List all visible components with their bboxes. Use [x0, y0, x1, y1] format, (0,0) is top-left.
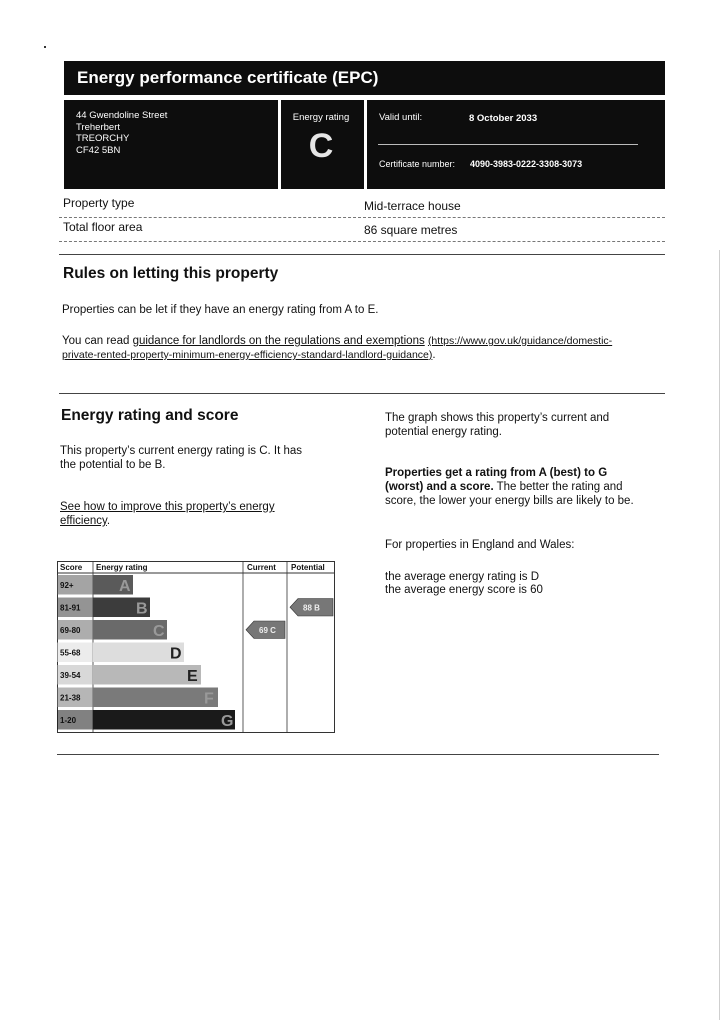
certificate-info-bar [64, 100, 665, 189]
certificate-number-value: 4090-3983-0222-3308-3073 [470, 159, 583, 169]
rating-scale-explanation [385, 466, 670, 508]
valid-until-label: Valid until: [379, 112, 423, 123]
chart-column-header: Score [60, 563, 83, 572]
chart-column-header: Current [247, 563, 276, 572]
band-bar-f [93, 688, 218, 708]
floor-area-value: 86 square metres [364, 223, 458, 237]
improve-end: . [106, 515, 111, 527]
graph-explanation-line: potential energy rating. [385, 426, 502, 438]
improve-efficiency-link[interactable]: efficiency [60, 515, 107, 527]
section-divider [57, 754, 659, 755]
energy-rating-value: C [308, 127, 334, 165]
average-rating-text: the average energy rating is D [385, 571, 540, 583]
floor-area-label: Total floor area [63, 220, 143, 234]
band-letter: G [221, 713, 234, 730]
rating-scale-text: score, the lower your energy bills are likely to be. [385, 495, 634, 507]
band-bar-g [93, 710, 235, 730]
section-divider [59, 393, 665, 394]
rating-scale-bold: (worst) and a score. [385, 481, 494, 493]
graph-explanation [385, 411, 665, 439]
band-score-range: 92+ [60, 581, 74, 590]
info-divider [378, 144, 638, 145]
rating-scale-text: The better the rating and [493, 481, 623, 493]
guidance-end: . [432, 349, 436, 361]
certificate-number-label: Certificate number: [379, 159, 456, 169]
chart-column-header: Energy rating [96, 563, 148, 572]
potential-rating-arrow-label: 88 B [303, 603, 320, 613]
certificate-title: Energy performance certificate (EPC) [64, 61, 665, 95]
landlord-guidance-link[interactable]: guidance for landlords on the regulations and exemptions [132, 335, 425, 347]
current-rating-line: the potential to be B. [60, 459, 166, 471]
band-score-range: 81-91 [60, 603, 81, 613]
band-bar-e [93, 665, 201, 685]
band-letter: B [136, 600, 148, 618]
scan-speck [44, 46, 46, 48]
graph-explanation-line: The graph shows this property’s current and [385, 412, 610, 424]
energy-rating-chart [57, 561, 335, 733]
address-line: 44 Gwendoline Street [76, 110, 168, 121]
address-line: TREORCHY [76, 133, 130, 144]
row-divider [59, 241, 665, 242]
band-score-range: 55-68 [60, 648, 81, 658]
info-separator [364, 100, 367, 189]
row-divider [59, 217, 665, 218]
improve-efficiency [60, 500, 350, 528]
band-score-range: 69-80 [60, 626, 81, 635]
property-type-label: Property type [63, 196, 135, 210]
band-letter: A [119, 578, 131, 595]
chart-column-header: Potential [291, 563, 325, 572]
rating-scale-bold: Properties get a rating from A (best) to G [385, 467, 608, 479]
landlord-guidance-url[interactable]: (https://www.gov.uk/guidance/domestic- [427, 335, 613, 347]
improve-efficiency-link[interactable]: See how to improve this property’s energy [60, 501, 275, 513]
landlord-guidance-url[interactable]: private-rented-property-minimum-energy-efficiency-standard-landlord-guidance) [62, 349, 433, 361]
band-score-range: 1-20 [60, 716, 77, 725]
current-rating-text [60, 444, 350, 472]
england-wales-text: For properties in England and Wales: [385, 539, 575, 551]
band-letter: D [170, 645, 182, 663]
band-letter: E [187, 668, 198, 685]
current-rating-line: This property’s current energy rating is C. It has [60, 445, 303, 457]
valid-until-value: 8 October 2033 [469, 113, 538, 124]
section-divider [59, 254, 665, 255]
address-line: CF42 5BN [76, 144, 121, 156]
letting-text: Properties can be let if they have an energy rating from A to E. [62, 304, 379, 316]
energy-rating-label: Energy rating [292, 112, 350, 123]
property-type-value: Mid-terrace house [364, 199, 461, 213]
address-line: Treherbert [76, 121, 120, 133]
average-score-text: the average energy score is 60 [385, 584, 543, 596]
band-letter: F [204, 690, 214, 708]
letting-guidance-prefix: You can read [62, 335, 133, 347]
band-score-range: 21-38 [60, 693, 81, 703]
energy-rating-heading: Energy rating and score [61, 407, 239, 424]
property-address [76, 110, 167, 156]
letting-heading: Rules on letting this property [63, 265, 279, 282]
band-score-range: 39-54 [60, 671, 81, 680]
letting-guidance [62, 334, 662, 362]
current-rating-arrow-label: 69 C [259, 625, 276, 635]
band-letter: C [153, 623, 165, 640]
scan-edge-line [719, 250, 720, 1020]
